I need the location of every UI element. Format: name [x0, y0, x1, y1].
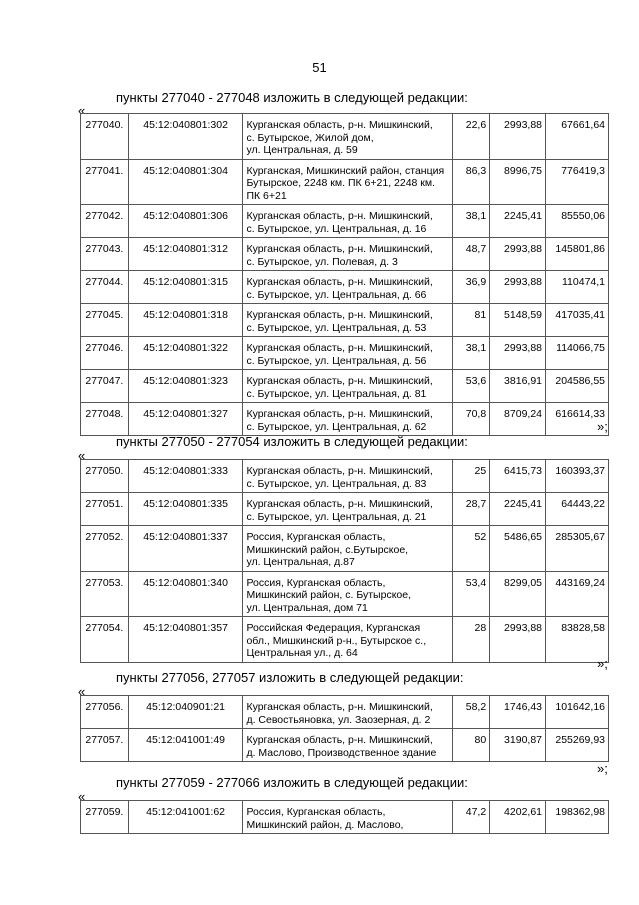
cadastral-value-cell: 417035,41	[546, 304, 609, 337]
address-line: Мишкинский район, с.Бутырское,	[246, 543, 409, 556]
cadastral-value-cell: 443169,24	[546, 571, 609, 617]
area-cell: 86,3	[452, 159, 490, 205]
address-cell	[243, 304, 452, 337]
item-number-cell: 277051.	[81, 493, 129, 526]
table-row	[81, 271, 609, 304]
cadastral-number-cell: 45:12:040801:312	[128, 238, 243, 271]
unit-price-cell: 5148,59	[490, 304, 546, 337]
item-number-cell: 277046.	[81, 337, 129, 370]
address-line: Курганская, Мишкинский район, станция	[246, 164, 445, 177]
area-cell: 53,4	[452, 571, 490, 617]
table-row	[81, 460, 609, 493]
area-cell: 53,6	[452, 370, 490, 403]
table-row	[81, 304, 609, 337]
address-line: Россия, Курганская область,	[246, 806, 386, 818]
area-cell: 28	[452, 617, 490, 663]
table-row	[81, 205, 609, 238]
address-line: Курганская область, р-н. Мишкинский,	[246, 119, 433, 131]
area-cell: 25	[452, 460, 490, 493]
cadastral-number-cell: 45:12:040801:302	[128, 114, 243, 160]
table-row	[81, 114, 609, 160]
cadastral-value-cell: 160393,37	[546, 460, 609, 493]
amendment-table	[80, 800, 609, 834]
cadastral-value-cell: 114066,75	[546, 337, 609, 370]
area-cell: 36,9	[452, 271, 490, 304]
section-heading: пункты 277050 - 277054 изложить в следующей редакции:	[116, 434, 468, 449]
table-row	[81, 238, 609, 271]
address-line: Курганская область, р-н. Мишкинский,	[246, 243, 433, 255]
unit-price-cell: 2245,41	[490, 205, 546, 238]
address-cell	[243, 571, 452, 617]
address-line: Россия, Курганская область,	[246, 531, 386, 543]
cadastral-value-cell: 64443,22	[546, 493, 609, 526]
address-line: Мишкинский район, с. Бутырское,	[246, 589, 412, 601]
cadastral-number-cell: 45:12:040801:340	[128, 571, 243, 617]
cadastral-value-cell: 255269,93	[546, 729, 609, 762]
address-cell	[243, 337, 452, 370]
address-line: Курганская область, р-н. Мишкинский,	[246, 309, 433, 321]
item-number-cell: 277042.	[81, 205, 129, 238]
address-line: ПК 6+21	[246, 189, 287, 202]
area-cell: 70,8	[452, 403, 490, 436]
item-number-cell: 277050.	[81, 460, 129, 493]
closing-quote: »;	[597, 419, 608, 434]
address-line: Курганская область, р-н. Мишкинский,	[246, 375, 433, 387]
address-line: Россия, Курганская область,	[246, 576, 386, 589]
table-row	[81, 729, 609, 762]
cadastral-number-cell: 45:12:040801:304	[128, 159, 243, 205]
address-line: с. Бутырское, ул. Центральная, д. 16	[246, 222, 427, 235]
item-number-cell: 277052.	[81, 526, 129, 572]
address-line: д. Маслово, Производственное здание	[246, 746, 437, 759]
opening-quote: «	[78, 448, 86, 463]
address-line: Курганская область, р-н. Мишкинский,	[246, 701, 433, 713]
address-cell	[243, 205, 452, 238]
table-row	[81, 403, 609, 436]
cadastral-number-cell: 45:12:040801:306	[128, 205, 243, 238]
address-cell	[243, 617, 452, 663]
address-cell	[243, 238, 452, 271]
address-cell	[243, 460, 452, 493]
unit-price-cell: 6415,73	[490, 460, 546, 493]
cadastral-number-cell: 45:12:041001:49	[128, 729, 243, 762]
item-number-cell: 277047.	[81, 370, 129, 403]
address-cell	[243, 159, 452, 205]
cadastral-value-cell: 67661,64	[546, 114, 609, 160]
item-number-cell: 277043.	[81, 238, 129, 271]
cadastral-value-cell: 616614,33	[546, 403, 609, 436]
address-cell	[243, 370, 452, 403]
unit-price-cell: 2993,88	[490, 617, 546, 663]
item-number-cell: 277059.	[81, 801, 129, 834]
address-cell	[243, 526, 452, 572]
cadastral-number-cell: 45:12:040801:335	[128, 493, 243, 526]
address-line: Курганская область, р-н. Мишкинский,	[246, 342, 433, 354]
item-number-cell: 277041.	[81, 159, 129, 205]
cadastral-value-cell: 145801,86	[546, 238, 609, 271]
cadastral-value-cell: 101642,16	[546, 696, 609, 729]
address-line: с. Бутырское, ул. Центральная, д. 81	[246, 387, 427, 400]
unit-price-cell: 4202,61	[490, 801, 546, 834]
cadastral-value-cell: 110474,1	[546, 271, 609, 304]
table-row	[81, 159, 609, 205]
table-row	[81, 493, 609, 526]
address-line: Курганская область, р-н. Мишкинский,	[246, 734, 433, 746]
address-line: с. Бутырское, Жилой дом,	[246, 131, 374, 144]
item-number-cell: 277048.	[81, 403, 129, 436]
table-row	[81, 370, 609, 403]
address-line: с. Бутырское, ул. Центральная, д. 21	[246, 510, 427, 523]
address-line: Бутырское, 2248 км. ПК 6+21, 2248 км.	[246, 177, 436, 189]
item-number-cell: 277057.	[81, 729, 129, 762]
address-line: Мишкинский район, д. Маслово,	[246, 818, 404, 831]
closing-quote: »;	[597, 761, 608, 776]
table-row	[81, 801, 609, 834]
area-cell: 81	[452, 304, 490, 337]
amendment-table	[80, 113, 609, 436]
table-row	[81, 696, 609, 729]
cadastral-number-cell: 45:12:040801:315	[128, 271, 243, 304]
section-heading: пункты 277056, 277057 изложить в следующей редакции:	[116, 670, 464, 685]
item-number-cell: 277040.	[81, 114, 129, 160]
unit-price-cell: 3816,91	[490, 370, 546, 403]
cadastral-value-cell: 198362,98	[546, 801, 609, 834]
address-line: Курганская область, р-н. Мишкинский,	[246, 465, 433, 477]
address-line: с. Бутырское, ул. Центральная, д. 56	[246, 354, 427, 367]
address-cell	[243, 493, 452, 526]
address-line: с. Бутырское, ул. Центральная, д. 66	[246, 288, 427, 301]
cadastral-value-cell: 285305,67	[546, 526, 609, 572]
address-cell	[243, 271, 452, 304]
unit-price-cell: 2993,88	[490, 337, 546, 370]
address-line: с. Бутырское, ул. Полевая, д. 3	[246, 255, 398, 268]
unit-price-cell: 2245,41	[490, 493, 546, 526]
closing-quote: »;	[597, 656, 608, 671]
address-line: с. Бутырское, ул. Центральная, д. 83	[246, 477, 427, 490]
cadastral-number-cell: 45:12:041001:62	[128, 801, 243, 834]
address-line: Курганская область, р-н. Мишкинский,	[246, 276, 433, 288]
area-cell: 22,6	[452, 114, 490, 160]
unit-price-cell: 2993,88	[490, 238, 546, 271]
opening-quote: «	[78, 103, 86, 118]
area-cell: 38,1	[452, 337, 490, 370]
item-number-cell: 277054.	[81, 617, 129, 663]
opening-quote: «	[78, 684, 86, 699]
address-line: ул. Центральная, д.87	[246, 556, 355, 568]
area-cell: 28,7	[452, 493, 490, 526]
address-line: Курганская область, р-н. Мишкинский,	[246, 498, 433, 510]
cadastral-value-cell: 204586,55	[546, 370, 609, 403]
area-cell: 38,1	[452, 205, 490, 238]
unit-price-cell: 2993,88	[490, 271, 546, 304]
cadastral-number-cell: 45:12:040801:323	[128, 370, 243, 403]
item-number-cell: 277053.	[81, 571, 129, 617]
page-number: 51	[312, 60, 327, 75]
area-cell: 80	[452, 729, 490, 762]
item-number-cell: 277044.	[81, 271, 129, 304]
area-cell: 48,7	[452, 238, 490, 271]
cadastral-value-cell: 776419,3	[546, 159, 609, 205]
cadastral-number-cell: 45:12:040801:318	[128, 304, 243, 337]
table-row	[81, 337, 609, 370]
table-row	[81, 526, 609, 572]
address-cell	[243, 403, 452, 436]
address-cell	[243, 696, 452, 729]
area-cell: 58,2	[452, 696, 490, 729]
address-line: ул. Центральная, д. 59	[246, 144, 358, 156]
address-line: Российская Федерация, Курганская	[246, 622, 421, 634]
item-number-cell: 277045.	[81, 304, 129, 337]
cadastral-value-cell: 85550,06	[546, 205, 609, 238]
table-row	[81, 571, 609, 617]
item-number-cell: 277056.	[81, 696, 129, 729]
cadastral-value-cell: 83828,58	[546, 617, 609, 663]
address-line: д. Севостьяновка, ул. Заозерная, д. 2	[246, 713, 431, 726]
unit-price-cell: 8299,05	[490, 571, 546, 617]
section-heading: пункты 277040 - 277048 изложить в следующей редакции:	[116, 90, 468, 105]
address-cell	[243, 729, 452, 762]
unit-price-cell: 2993,88	[490, 114, 546, 160]
unit-price-cell: 3190,87	[490, 729, 546, 762]
address-line: ул. Центральная, дом 71	[246, 601, 368, 614]
cadastral-number-cell: 45:12:040801:357	[128, 617, 243, 663]
address-cell	[243, 801, 452, 834]
area-cell: 52	[452, 526, 490, 572]
cadastral-number-cell: 45:12:040901:21	[128, 696, 243, 729]
cadastral-number-cell: 45:12:040801:322	[128, 337, 243, 370]
cadastral-number-cell: 45:12:040801:333	[128, 460, 243, 493]
unit-price-cell: 8709,24	[490, 403, 546, 436]
address-line: Курганская область, р-н. Мишкинский,	[246, 210, 433, 222]
amendment-table	[80, 459, 609, 663]
area-cell: 47,2	[452, 801, 490, 834]
address-line: с. Бутырское, ул. Центральная, д. 62	[246, 420, 427, 433]
address-line: обл., Мишкинский р-н., Бутырское с.,	[246, 634, 427, 647]
unit-price-cell: 8996,75	[490, 159, 546, 205]
section-heading: пункты 277059 - 277066 изложить в следующей редакции:	[116, 775, 468, 790]
unit-price-cell: 5486,65	[490, 526, 546, 572]
address-line: с. Бутырское, ул. Центральная, д. 53	[246, 321, 427, 334]
address-line: Центральная ул., д. 64	[246, 647, 358, 659]
opening-quote: «	[78, 789, 86, 804]
address-cell	[243, 114, 452, 160]
cadastral-number-cell: 45:12:040801:337	[128, 526, 243, 572]
cadastral-number-cell: 45:12:040801:327	[128, 403, 243, 436]
table-row	[81, 617, 609, 663]
amendment-table	[80, 695, 609, 762]
address-line: Курганская область, р-н. Мишкинский,	[246, 408, 433, 420]
unit-price-cell: 1746,43	[490, 696, 546, 729]
